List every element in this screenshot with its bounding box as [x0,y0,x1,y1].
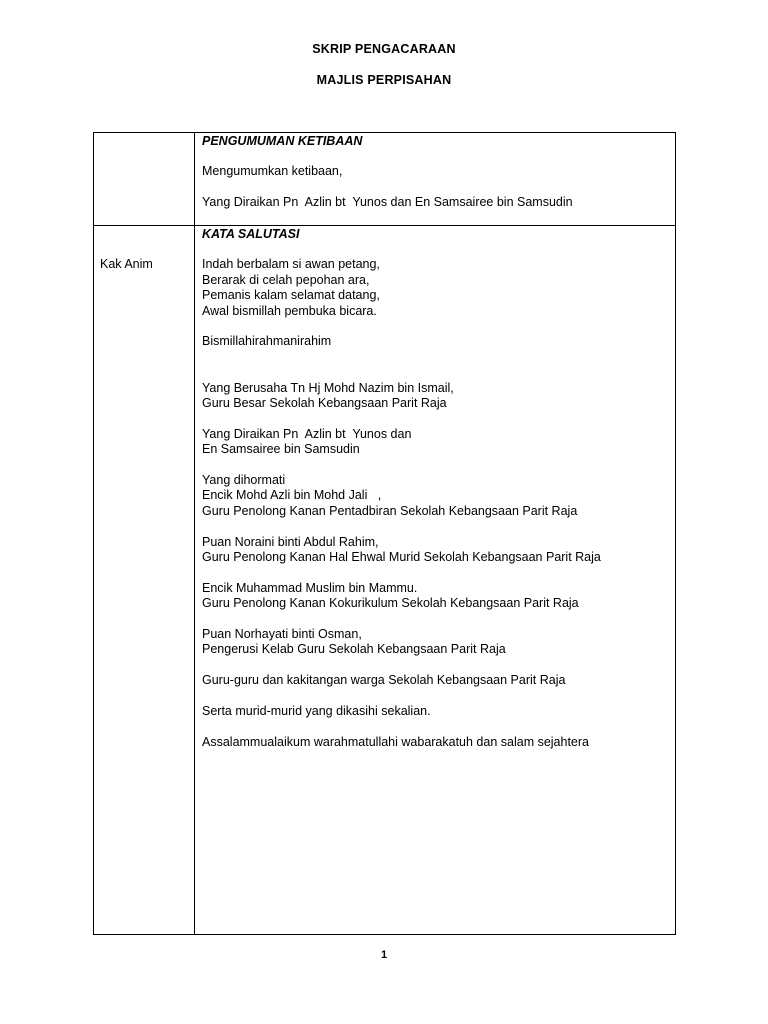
text-line: Mengumumkan ketibaan, [202,164,343,179]
text-line: Berarak di celah pepohan ara, [202,272,370,287]
text-line: Puan Noraini binti Abdul Rahim, [202,534,379,549]
blank-line [202,365,675,380]
content-lines [202,242,675,750]
table-row [94,133,676,226]
script-table [93,132,676,935]
content-lines [202,149,675,211]
section-heading: KATA SALUTASI [202,227,300,241]
page-subtitle: MAJLIS PERPISAHAN [316,73,452,87]
text-line: Guru Penolong Kanan Pentadbiran Sekolah Kebangsaan Parit Raja [202,503,578,518]
blank-line [202,242,675,257]
text-line: Assalammualaikum warahmatullahi wabarakatuh dan salam sejahtera [202,734,589,749]
blank-line [202,519,675,534]
blank-line [202,458,675,473]
blank-line [202,149,675,164]
blank-line [202,565,675,580]
speaker-cell [94,226,195,935]
blank-line [202,180,675,195]
blank-line [202,658,675,673]
table-row [94,226,676,935]
section-heading: PENGUMUMAN KETIBAAN [202,134,363,148]
text-line: Yang Diraikan Pn Azlin bt Yunos dan En Samsairee bin Samsudin [202,195,573,210]
blank-line [202,612,675,627]
content-cell [195,133,676,226]
text-line: Pengerusi Kelab Guru Sekolah Kebangsaan Parit Raja [202,642,506,657]
text-line: Yang Diraikan Pn Azlin bt Yunos dan [202,426,412,441]
text-line: Guru Penolong Kanan Hal Ehwal Murid Sekolah Kebangsaan Parit Raja [202,550,601,565]
page-number: 1 [380,949,388,961]
text-line: Puan Norhayati binti Osman, [202,627,362,642]
blank-line [202,689,675,704]
text-line: Guru Penolong Kanan Kokurikulum Sekolah Kebangsaan Parit Raja [202,596,579,611]
content-cell [195,226,676,935]
text-line: Awal bismillah pembuka bicara. [202,303,377,318]
text-line: Guru-guru dan kakitangan warga Sekolah Kebangsaan Parit Raja [202,673,566,688]
blank-line [202,719,675,734]
blank-line [202,350,675,365]
text-line: Yang Berusaha Tn Hj Mohd Nazim bin Ismail, [202,380,454,395]
text-line: Encik Mohd Azli bin Mohd Jali , [202,488,382,503]
speaker-cell [94,133,195,226]
text-line: En Samsairee bin Samsudin [202,442,360,457]
page-title: SKRIP PENGACARAAN [312,42,456,56]
text-line: Bismillahirahmanirahim [202,334,332,349]
text-line: Indah berbalam si awan petang, [202,257,380,272]
text-line: Encik Muhammad Muslim bin Mammu. [202,580,418,595]
blank-line [202,319,675,334]
text-line: Yang dihormati [202,473,286,487]
blank-line [202,411,675,426]
text-line: Serta murid-murid yang dikasihi sekalian. [202,704,431,719]
text-line: Pemanis kalam selamat datang, [202,288,380,303]
text-line: Guru Besar Sekolah Kebangsaan Parit Raja [202,396,447,410]
speaker-label: Kak Anim [100,257,153,271]
